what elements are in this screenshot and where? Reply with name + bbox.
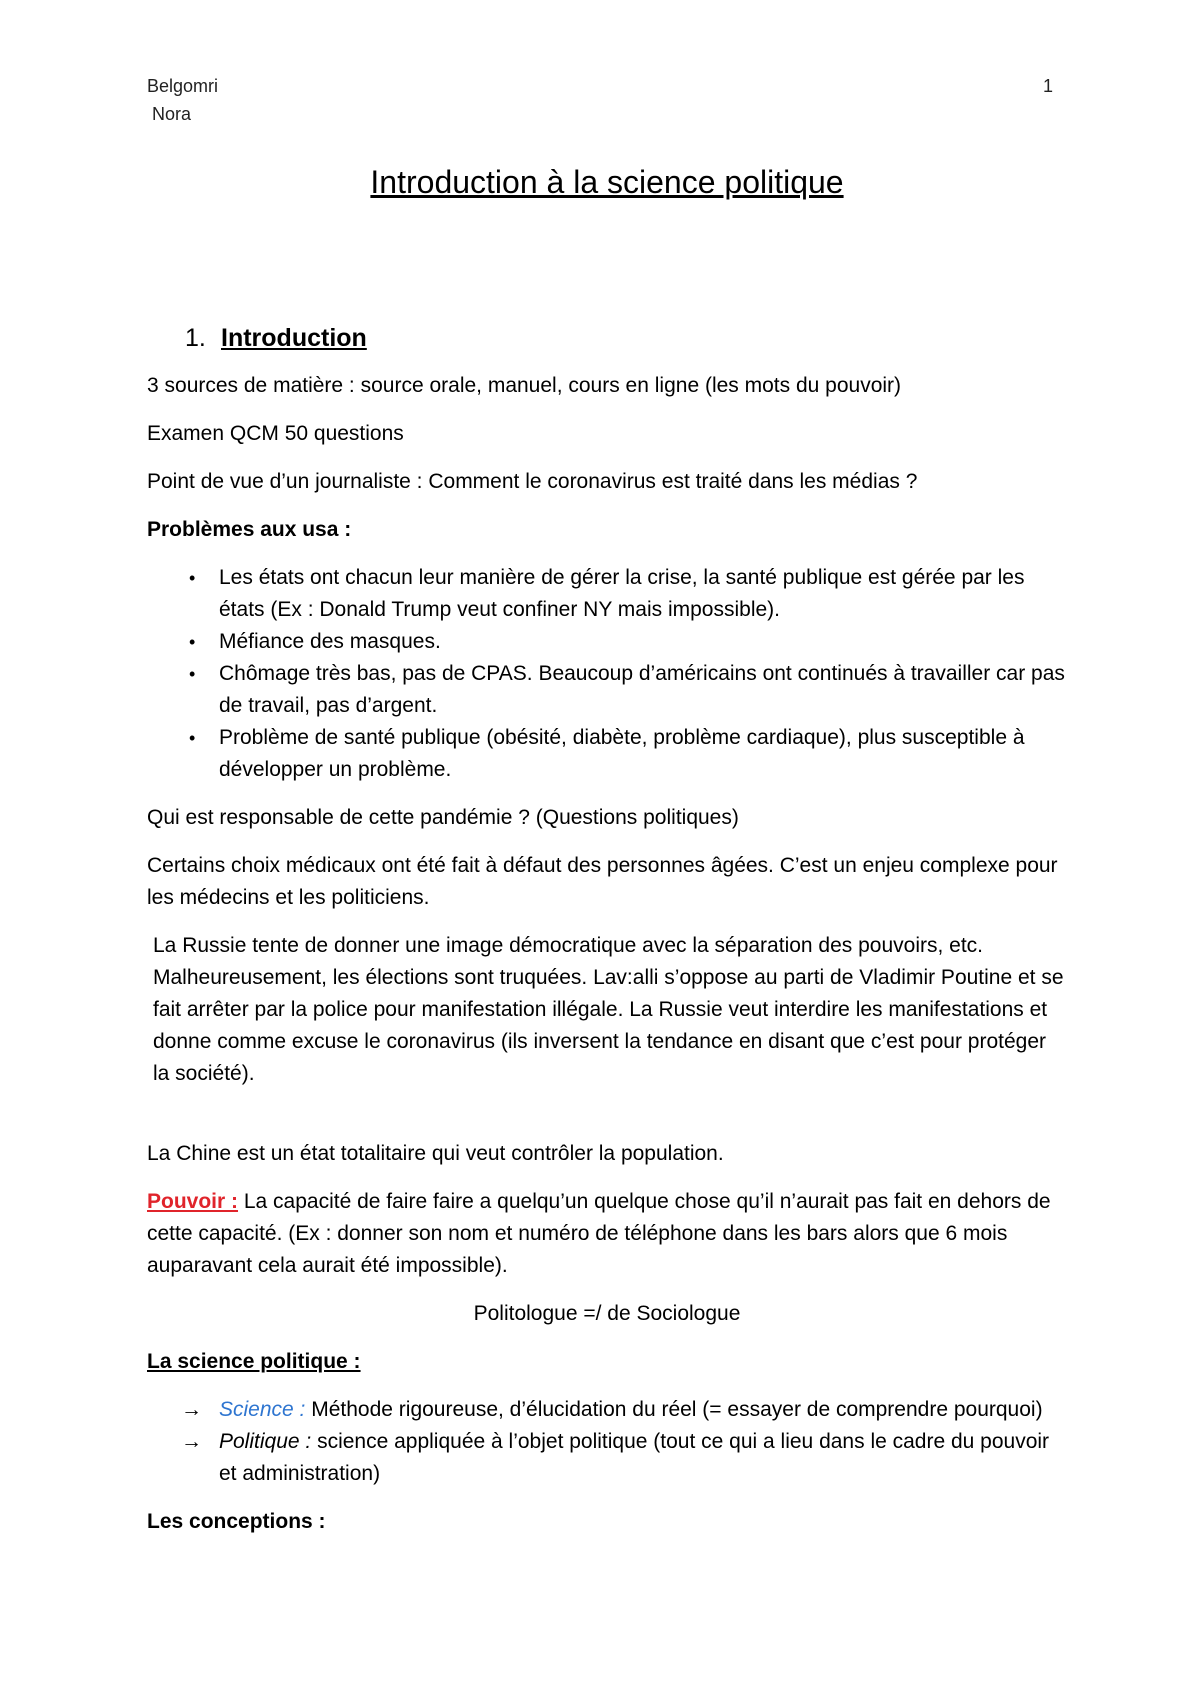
paragraph-medical: Certains choix médicaux ont été fait à défaut des personnes âgées. C’est un enjeu complexe pour les médecins et les politiciens. — [147, 854, 1058, 909]
paragraph-politologue: Politologue =/ de Sociologue — [473, 1302, 741, 1325]
list-item-text: Chômage très bas, pas de CPAS. Beaucoup d’américains ont continués à travailler car pas de travail, pas d’argent. — [219, 662, 1065, 717]
arrow-right-icon: → — [181, 1398, 202, 1421]
page-number: 1 — [1042, 76, 1053, 96]
list-item — [147, 1426, 1067, 1490]
bullet-icon: • — [189, 664, 196, 684]
blank-line — [147, 1106, 1067, 1138]
pouvoir-label: Pouvoir : — [147, 1190, 239, 1213]
list-item — [147, 722, 1067, 786]
paragraph-sources: 3 sources de matière : source orale, manuel, cours en ligne (les mots du pouvoir) — [147, 374, 902, 397]
bullet-icon: • — [189, 632, 196, 652]
document-title: Introduction à la science politique — [370, 164, 844, 200]
document-body — [147, 150, 1067, 1554]
list-item-text: Les états ont chacun leur manière de gérer la crise, la santé publique est gérée par les états (Ex : Donald Trump veut confiner NY mais impossible). — [219, 566, 1025, 621]
page-header-author — [147, 72, 218, 128]
paragraph-russia: La Russie tente de donner une image démocratique avec la séparation des pouvoirs, etc. Malheureusement, les élections sont truquées. Lav:alli s’oppose au parti de Vladimir Poutine et se fait arrêter par la police pour manifestation illégale. La Russie veut interdire les manifestations et donne comme excuse le coronavirus (ils inversent la tendance en disant que c’est pour protéger la société). — [153, 934, 1064, 1085]
section-heading-introduction — [185, 322, 1067, 354]
paragraph-exam: Examen QCM 50 questions — [147, 422, 404, 445]
author-first-name: Nora — [152, 104, 192, 124]
definition-label-politique: Politique : — [219, 1430, 312, 1453]
heading-science-politique: La science politique : — [147, 1350, 361, 1373]
paragraph-china: La Chine est un état totalitaire qui veut contrôler la population. — [147, 1142, 724, 1165]
heading-problems-usa: Problèmes aux usa : — [147, 518, 352, 541]
bullet-list-problems — [147, 562, 1067, 786]
definition-label-science: Science : — [219, 1398, 306, 1421]
list-item — [147, 1394, 1067, 1426]
list-item — [147, 658, 1067, 722]
paragraph-journalist: Point de vue d’un journaliste : Comment le coronavirus est traité dans les médias ? — [147, 470, 918, 493]
bullet-icon: • — [189, 568, 196, 588]
list-item — [147, 562, 1067, 626]
bullet-icon: • — [189, 728, 196, 748]
list-item — [147, 626, 1067, 658]
arrow-list-definitions — [147, 1394, 1067, 1490]
list-item-text: Problème de santé publique (obésité, diabète, problème cardiaque), plus susceptible à développer un problème. — [219, 726, 1025, 781]
paragraph-responsible: Qui est responsable de cette pandémie ? (Questions politiques) — [147, 806, 739, 829]
definition-text: Méthode rigoureuse, d’élucidation du réel (= essayer de comprendre pourquoi) — [305, 1398, 1043, 1421]
list-item-text: Méfiance des masques. — [219, 630, 441, 653]
section-heading-text: Introduction — [221, 324, 367, 352]
arrow-right-icon: → — [181, 1430, 202, 1453]
paragraph-pouvoir — [147, 1186, 1067, 1282]
author-last-name: Belgomri — [147, 76, 219, 96]
pouvoir-text: La capacité de faire faire a quelqu’un quelque chose qu’il n’aurait pas fait en dehors de cette capacité. (Ex : donner son nom et numéro de téléphone dans les bars alors que 6 mois auparavant cela aurait été impossible). — [147, 1190, 1051, 1277]
heading-conceptions: Les conceptions : — [147, 1510, 326, 1533]
section-number: 1. — [185, 324, 206, 352]
definition-text: science appliquée à l’objet politique (tout ce qui a lieu dans le cadre du pouvoir et administration) — [219, 1430, 1050, 1485]
